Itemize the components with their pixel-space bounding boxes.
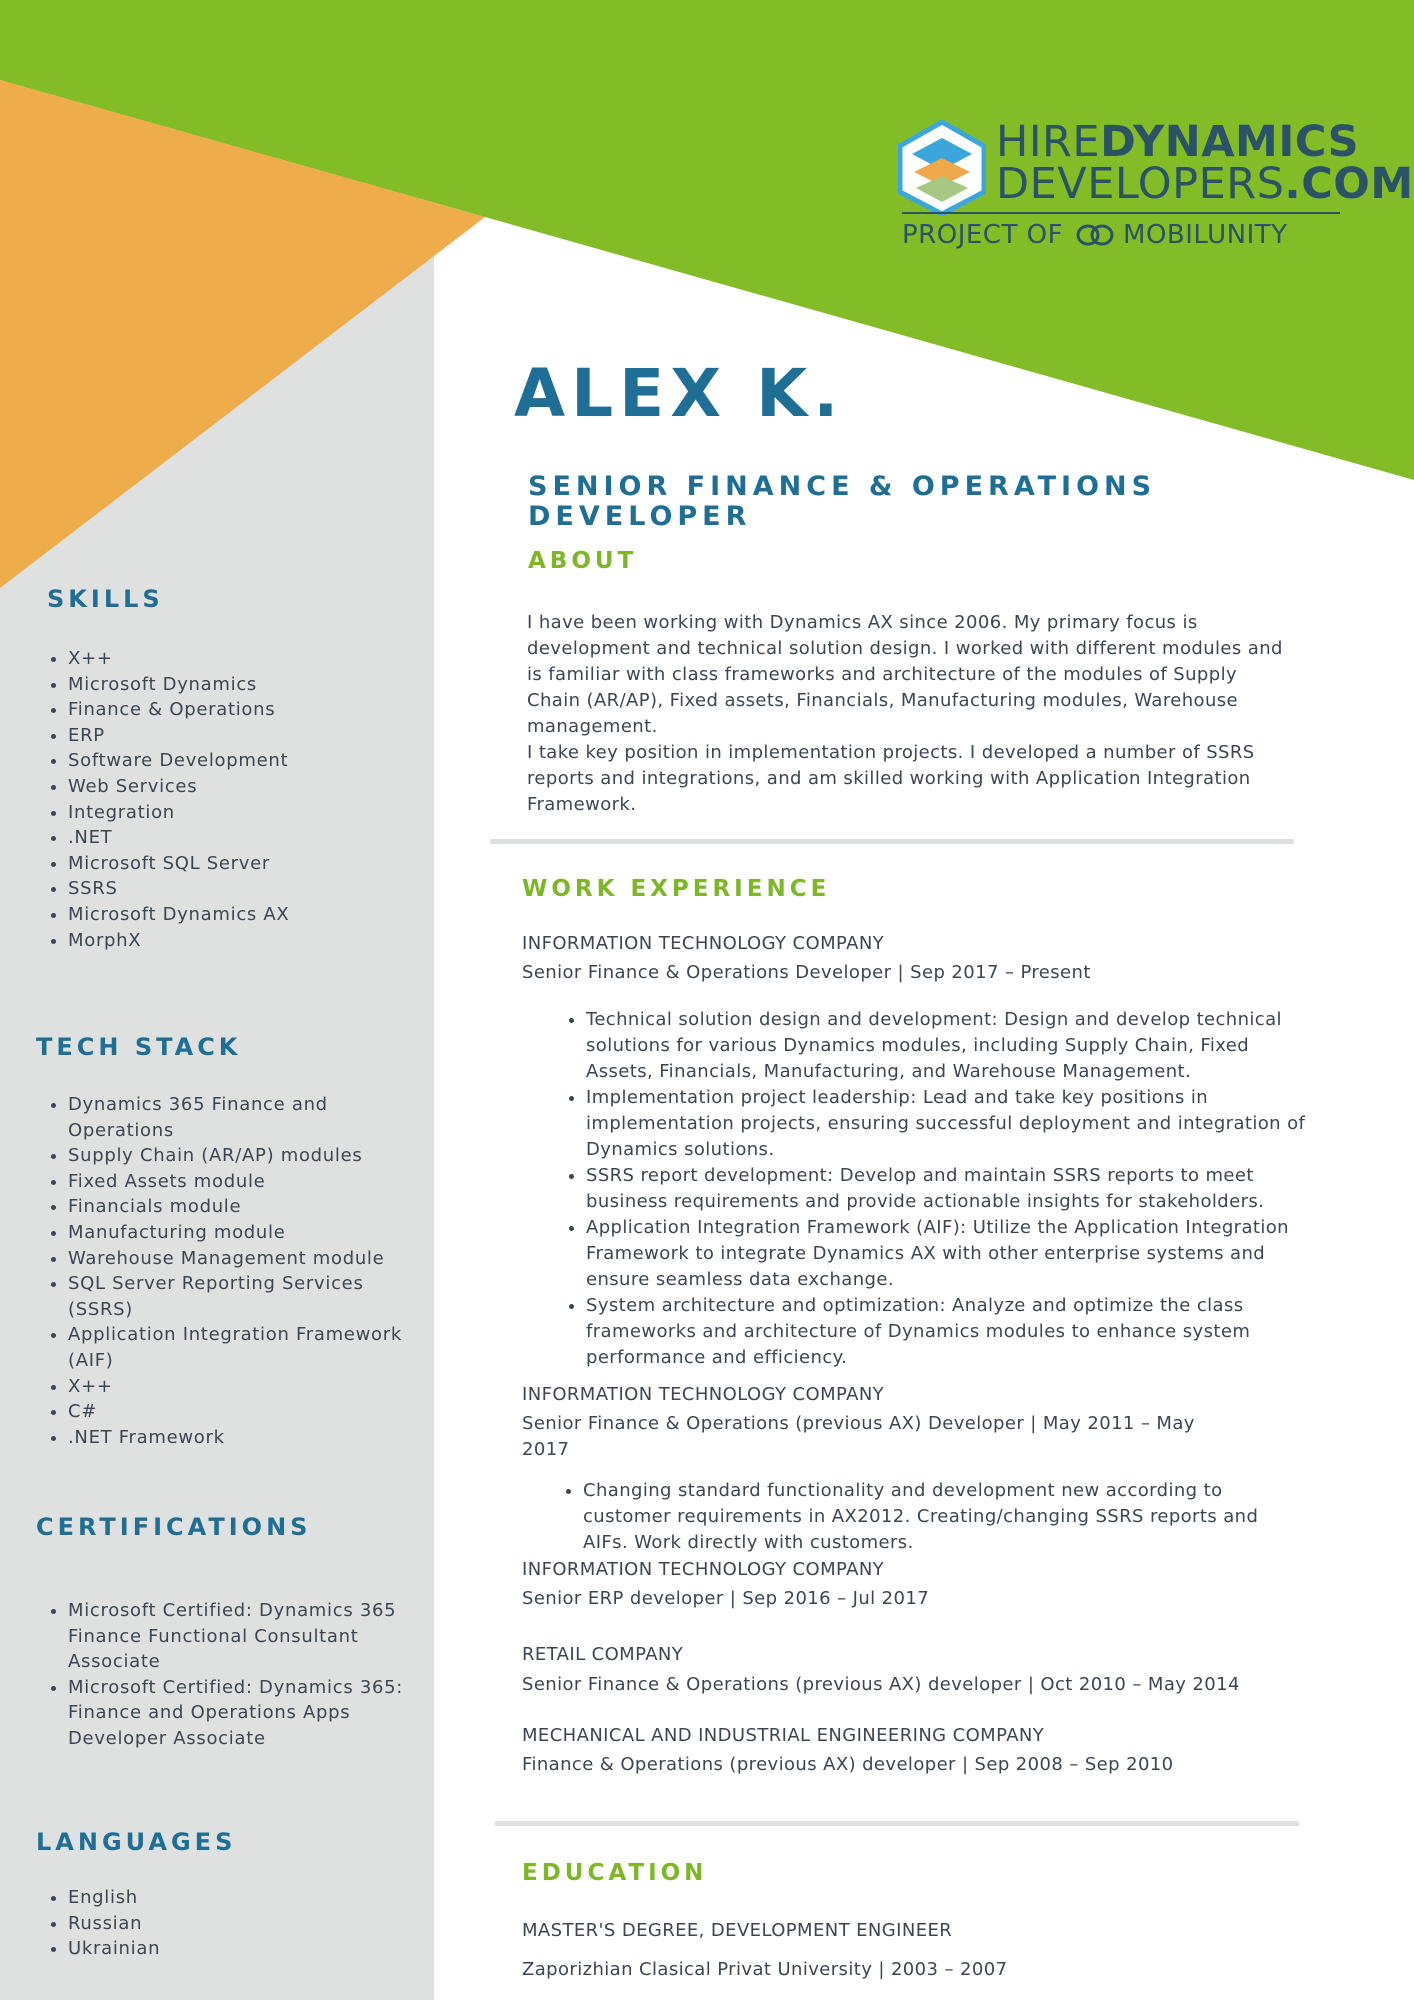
list-item: • X++: [68, 1374, 428, 1400]
languages-list: [46, 1885, 428, 1962]
list-item: • System architecture and optimization: Analyze and optimize the class frameworks and architecture of Dynamics modules to enhance system performance and efficiency.: [586, 1293, 1316, 1371]
logo-line-1: HIREDYNAMICS: [996, 117, 1360, 167]
tech-stack-list: [46, 1092, 428, 1450]
list-item: • Warehouse Management module: [68, 1246, 428, 1272]
list-item: • Dynamics 365 Finance and Operations: [68, 1092, 428, 1143]
skills-heading: SKILLS: [47, 585, 164, 613]
company-logo: [898, 116, 1414, 254]
list-item: • MorphX: [68, 928, 428, 954]
job-4-role: Senior Finance & Operations (previous AX) developer | Oct 2010 – May 2014: [522, 1674, 1240, 1695]
tech-stack-heading: TECH STACK: [36, 1033, 242, 1061]
candidate-role: SENIOR FINANCE & OPERATIONS DEVELOPER: [528, 471, 1157, 532]
mobilunity-knot-icon: [1075, 222, 1115, 248]
list-item: • Software Development: [68, 748, 428, 774]
list-item: • Manufacturing module: [68, 1220, 428, 1246]
education-heading: EDUCATION: [522, 1860, 708, 1886]
list-item: • English: [68, 1885, 428, 1911]
certifications-heading: CERTIFICATIONS: [36, 1513, 312, 1541]
list-item: • Microsoft SQL Server: [68, 851, 428, 877]
list-item: • ERP: [68, 723, 428, 749]
list-item: • Implementation project leadership: Lead and take key positions in implementation projects, ensuring successful deployment and integration of Dynamics solutions.: [586, 1085, 1316, 1163]
job-4-company: RETAIL COMPANY: [522, 1644, 684, 1665]
list-item: • X++: [68, 646, 428, 672]
about-paragraph-1: I have been working with Dynamics AX since 2006. My primary focus is development and technical solution design. I worked with different modules and is familiar with class frameworks and architecture of the modules of Supply Chain (AR/AP), Fixed assets, Financials, Manufacturing modules, Warehouse management.: [527, 612, 1283, 737]
list-item: • Microsoft Dynamics: [68, 672, 428, 698]
job-3-company: INFORMATION TECHNOLOGY COMPANY: [522, 1559, 885, 1580]
list-item: • C#: [68, 1399, 428, 1425]
list-item: • Application Integration Framework (AIF): [68, 1322, 428, 1373]
list-item: • Changing standard functionality and development new according to customer requirements in AX2012. Creating/changing SSRS reports and AIFs. Work directly with customers.: [583, 1478, 1263, 1556]
list-item: • Web Services: [68, 774, 428, 800]
job-5-role: Finance & Operations (previous AX) developer | Sep 2008 – Sep 2010: [522, 1754, 1174, 1775]
list-item: • Financials module: [68, 1194, 428, 1220]
about-text: [527, 610, 1287, 818]
list-item: • Microsoft Dynamics AX: [68, 902, 428, 928]
list-item: • .NET: [68, 825, 428, 851]
list-item: • SSRS report development: Develop and maintain SSRS reports to meet business requirements and provide actionable insights for stakeholders.: [586, 1163, 1316, 1215]
list-item: • Microsoft Certified: Dynamics 365: Finance and Operations Apps Developer Associate: [68, 1675, 428, 1752]
about-heading: ABOUT: [528, 548, 638, 574]
candidate-name: ALEX K.: [514, 355, 845, 432]
list-item: • SQL Server Reporting Services (SSRS): [68, 1271, 428, 1322]
list-item: • Integration: [68, 800, 428, 826]
work-experience-heading: WORK EXPERIENCE: [522, 876, 831, 902]
job-1-role: Senior Finance & Operations Developer | Sep 2017 – Present: [522, 962, 1091, 983]
list-item: • Fixed Assets module: [68, 1169, 428, 1195]
languages-heading: LANGUAGES: [36, 1828, 237, 1856]
job-1-bullets: [564, 1007, 1316, 1371]
logo-line-3: PROJECT OF MOBILUNITY: [902, 220, 1288, 250]
logo-divider: [902, 212, 1340, 214]
logo-line-2: DEVELOPERS.COM: [996, 159, 1414, 209]
skills-list: [46, 646, 428, 953]
job-2-bullets: [561, 1478, 1263, 1556]
list-item: • SSRS: [68, 876, 428, 902]
list-item: • Ukrainian: [68, 1936, 428, 1962]
list-item: • Supply Chain (AR/AP) modules: [68, 1143, 428, 1169]
list-item: • Microsoft Certified: Dynamics 365 Finance Functional Consultant Associate: [68, 1598, 428, 1675]
certifications-list: [46, 1598, 428, 1752]
job-2-role: Senior Finance & Operations (previous AX) Developer | May 2011 – May 2017: [522, 1413, 1195, 1460]
list-item: • .NET Framework: [68, 1425, 428, 1451]
job-5-company: MECHANICAL AND INDUSTRIAL ENGINEERING COMPANY: [522, 1725, 1045, 1746]
list-item: • Russian: [68, 1911, 428, 1937]
list-item: • Technical solution design and development: Design and develop technical solutions for various Dynamics modules, including Supply Chain, Fixed Assets, Financials, Manufacturing, and Warehouse Management.: [586, 1007, 1316, 1085]
section-divider: [490, 839, 1294, 844]
list-item: • Application Integration Framework (AIF): Utilize the Application Integration Framework to integrate Dynamics AX with other enterprise systems and ensure seamless data exchange.: [586, 1215, 1316, 1293]
job-1-company: INFORMATION TECHNOLOGY COMPANY: [522, 933, 885, 954]
education-degree: MASTER'S DEGREE, DEVELOPMENT ENGINEER: [522, 1920, 953, 1941]
layered-cube-icon: [898, 120, 986, 216]
section-divider: [495, 1821, 1299, 1826]
education-school: Zaporizhian Clasical Privat University | 2003 – 2007: [522, 1959, 1008, 1980]
job-2-company: INFORMATION TECHNOLOGY COMPANY: [522, 1384, 885, 1405]
about-paragraph-2: I take key position in implementation projects. I developed a number of SSRS reports and integrations, and am skilled working with Application Integration Framework.: [527, 742, 1255, 815]
list-item: • Finance & Operations: [68, 697, 428, 723]
job-3-role: Senior ERP developer | Sep 2016 – Jul 2017: [522, 1588, 930, 1609]
